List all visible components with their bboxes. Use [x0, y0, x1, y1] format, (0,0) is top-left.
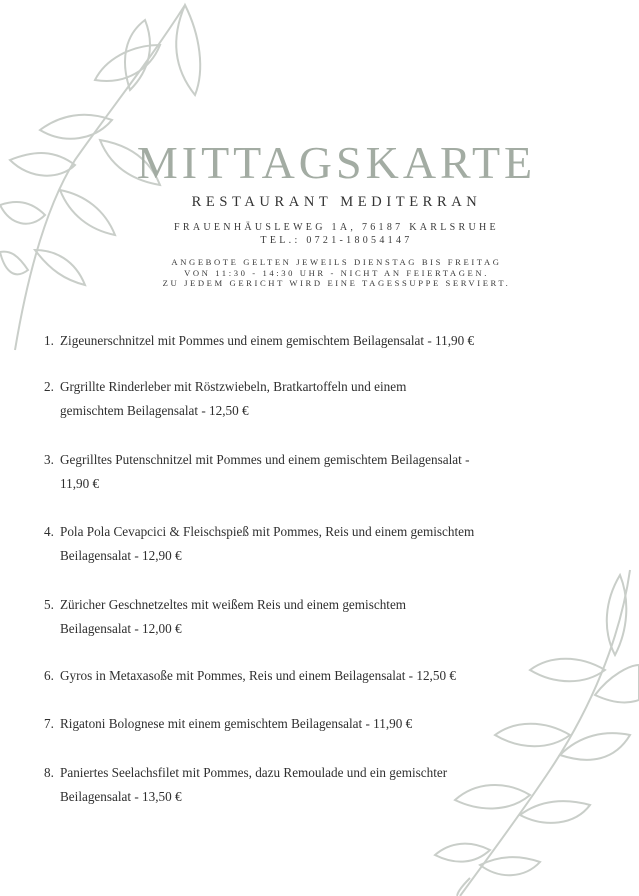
menu-item-line: Beilagensalat - 12,00 € — [60, 621, 182, 636]
menu-item — [44, 761, 447, 809]
menu-item-line: Grgrillte Rinderleber mit Röstzwiebeln, Bratkartoffeln und einem — [60, 379, 407, 394]
menu-item-line: Rigatoni Bolognese mit einem gemischtem Beilagensalat - 11,90 € — [60, 716, 413, 731]
menu-item-line: Zigeunerschnitzel mit Pommes und einem gemischtem Beilagensalat - 11,90 € — [60, 333, 475, 348]
menu-item-line: Beilagensalat - 13,50 € — [60, 789, 182, 804]
menu-item-text — [60, 712, 412, 736]
menu-item-number: 3. — [44, 452, 54, 467]
phone-line: TEL.: 0721-18054147 — [260, 235, 413, 246]
menu-item-line: Paniertes Seelachsfilet mit Pommes, dazu Remoulade und ein gemischter — [60, 765, 448, 780]
menu-item-text — [60, 664, 456, 688]
menu-item-line: Gyros in Metaxasoße mit Pommes, Reis und einem Beilagensalat - 12,50 € — [60, 668, 456, 683]
menu-item — [44, 593, 406, 641]
page-title: MITTAGSKARTE — [136, 137, 537, 188]
menu-item-line: 11,90 € — [60, 476, 100, 491]
menu-item-number: 7. — [44, 716, 54, 731]
menu-item-line: Gegrilltes Putenschnitzel mit Pommes und einem gemischtem Beilagensalat - — [60, 452, 470, 467]
menu-item-text — [60, 593, 406, 641]
menu-item — [44, 329, 474, 353]
menu-item-number: 4. — [44, 524, 54, 539]
notes-line: ZU JEDEM GERICHT WIRD EINE TAGESSUPPE SERVIERT. — [162, 278, 511, 288]
menu-item — [44, 712, 412, 736]
menu-item — [44, 448, 469, 496]
menu-item — [44, 664, 456, 688]
menu-item — [44, 520, 474, 568]
notes-line: VON 11:30 - 14:30 UHR - NICHT AN FEIERTAGEN. — [184, 267, 489, 278]
notes-line: ANGEBOTE GELTEN JEWEILS DIENSTAG BIS FREITAG — [171, 257, 502, 267]
menu-item-number: 5. — [44, 597, 54, 612]
address-block — [34, 221, 639, 247]
menu-item-text — [60, 761, 447, 809]
menu-item-text — [60, 375, 406, 423]
menu-item-number: 8. — [44, 765, 54, 780]
menu-header — [0, 138, 639, 289]
menu-item-text — [60, 448, 469, 496]
menu-item — [44, 375, 406, 423]
menu-item-number: 6. — [44, 668, 54, 683]
menu-item-text — [60, 329, 474, 353]
address-line: FRAUENHÄUSLEWEG 1A, 76187 KARLSRUHE — [174, 222, 499, 233]
menu-item-number: 2. — [44, 379, 54, 394]
menu-item-number: 1. — [44, 333, 54, 348]
menu-item-line: Pola Pola Cevapcici & Fleischspieß mit Pommes, Reis und einem gemischtem — [60, 524, 475, 539]
offer-notes — [34, 257, 639, 289]
menu-item-line: Züricher Geschnetzeltes mit weißem Reis und einem gemischtem — [60, 597, 407, 612]
menu-item-line: Beilagensalat - 12,90 € — [60, 548, 182, 563]
menu-item-text — [60, 520, 474, 568]
leaf-branch-bottom-right-icon — [430, 560, 639, 896]
menu-item-line: gemischtem Beilagensalat - 12,50 € — [60, 403, 249, 418]
restaurant-name: RESTAURANT MEDITERRAN — [191, 194, 482, 210]
